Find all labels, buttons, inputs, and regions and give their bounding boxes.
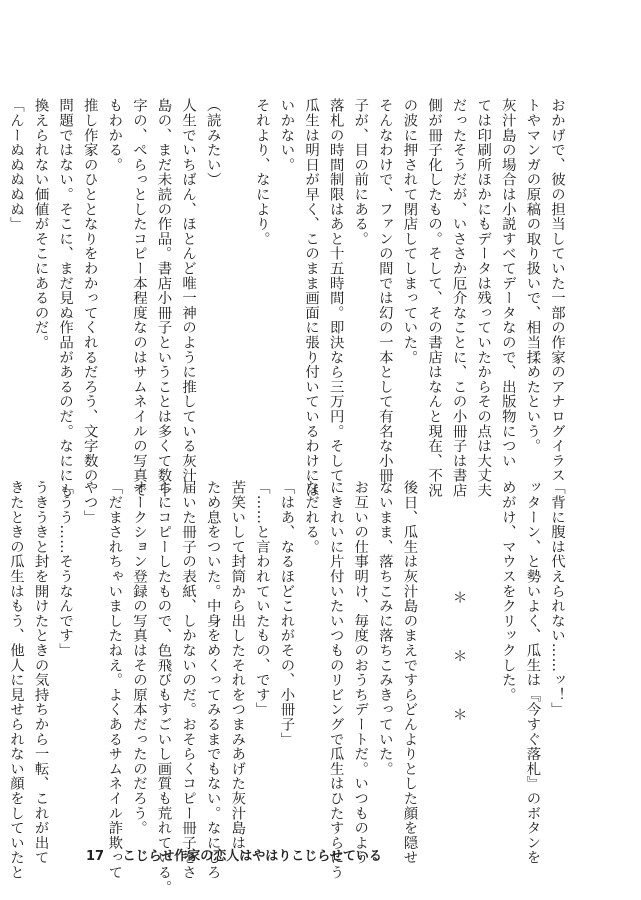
text-line: 「うう……そうなんです」 — [57, 480, 74, 658]
text-block-top — [7, 98, 569, 498]
text-line: 推し作家のひととなりをわかってくれるだろう、文字数の — [81, 98, 98, 483]
text-line: だったそうだが、いささか厄介なことに、この小冊子は書店 — [450, 98, 467, 498]
text-line: お互いの仕事明け、毎度のおうちデートだ。いつものよう — [352, 480, 369, 865]
text-line: 人生でいちばん、ほとんど唯一神のように推している灰汁 — [180, 98, 197, 483]
text-line — [0, 98, 3, 436]
text-line: 「だまされちゃいましたねえ。よくあるサムネイル詐欺って — [106, 480, 123, 880]
text-line: それより、なにより。 — [253, 98, 270, 246]
text-line: 「背に腹は代えられない……ッ！」 — [549, 480, 565, 717]
text-line: なだれる。 — [303, 480, 320, 554]
text-line: トやマンガの原稿の取り扱いで、相当揉めたという。 — [524, 98, 541, 454]
text-line: おかげで、彼の担当していた一部の作家のアナログイラス — [549, 98, 565, 483]
text-line: 「んーぬぬぬぬぬ」 — [7, 98, 24, 232]
text-line: ッターン、と勢いよく、瓜生は『今すぐ落札』のボタンを — [524, 480, 541, 865]
text-line: 問題ではない。そこに、まだ見ぬ作品があるのだ。なににも — [57, 98, 74, 498]
text-line: 「はあ、なるほどこれがその、小冊子」 — [278, 480, 295, 747]
text-line: （読みたい） — [204, 98, 221, 187]
text-line: オークション登録の写真はその原本だったのだろう。 — [130, 480, 147, 836]
text-line: そんなわけで、ファンの間では幻の一本として有名な小冊 — [376, 98, 393, 483]
text-line: ないまま、落ちこみに落ちこみきっていた。 — [376, 480, 393, 776]
text-line: もわかる。 — [106, 98, 123, 172]
text-line: 後日、瓜生は灰汁島のまえですらどんよりとした顔を隠せ — [401, 480, 418, 865]
section-break: ＊＊＊ — [450, 590, 467, 766]
text-line: 側が冊子化したもの。そして、その書店はなんと現在、不況 — [426, 98, 443, 498]
page-number: 17 — [86, 849, 105, 864]
text-line: にきれいに片付いたいつものリビングで瓜生はひたすらにう — [327, 480, 344, 880]
text-line: 落札の時間制限はあと十五時間。即決なら三万円。そして — [327, 98, 344, 483]
text-line: いかない。 — [278, 98, 295, 172]
text-line: やつ」 — [81, 480, 98, 525]
text-line: うきうきと封を開けたときの気持ちから一転、これが出て — [32, 480, 49, 865]
text-line: 「……と言われていたもの、です」 — [253, 480, 270, 717]
text-line: 苦笑いして封筒から出したそれをつまみあげた灰汁島は、 — [229, 480, 246, 865]
text-line: めがけ、マウスをクリックした。 — [499, 480, 516, 702]
page-footer — [86, 845, 382, 864]
text-line: 島の、まだ未読の作品。書店小冊子ということは多くて数千 — [155, 98, 172, 498]
text-line: 瓜生は明日が早く、このまま画面に張り付いているわけには — [303, 98, 320, 498]
text-line: 字の、ぺらっとしたコピー本程度なのはサムネイルの写真で — [130, 98, 147, 498]
text-line: 届いた冊子の表紙、しかないのだ。おそらくコピー冊子をさ — [180, 480, 197, 880]
text-line: 換えられない価値がそこにあるのだ。 — [32, 98, 49, 350]
text-line: きたときの瓜生はもう、他人に見せられない顔をしていたと — [7, 480, 24, 880]
running-title: こじらせ作家の恋人はやはりこじらせている — [122, 849, 382, 864]
text-line: ては印刷所ほかにもデータは残っていたからその点は大丈夫 — [475, 98, 492, 498]
text-line: 灰汁島の場合は小説すべてデータなので、出版物につい — [499, 98, 516, 468]
text-line: 子が、目の前にある。 — [352, 98, 369, 246]
text-line: らにコピーしたもので、色飛びもすごいし画質も荒れている。 — [155, 480, 172, 895]
text-line: の波に押されて閉店してしまっていた。 — [401, 98, 418, 365]
text-line: ため息をついた。中身をめくってみるまでもない。なにしろ — [204, 480, 221, 880]
